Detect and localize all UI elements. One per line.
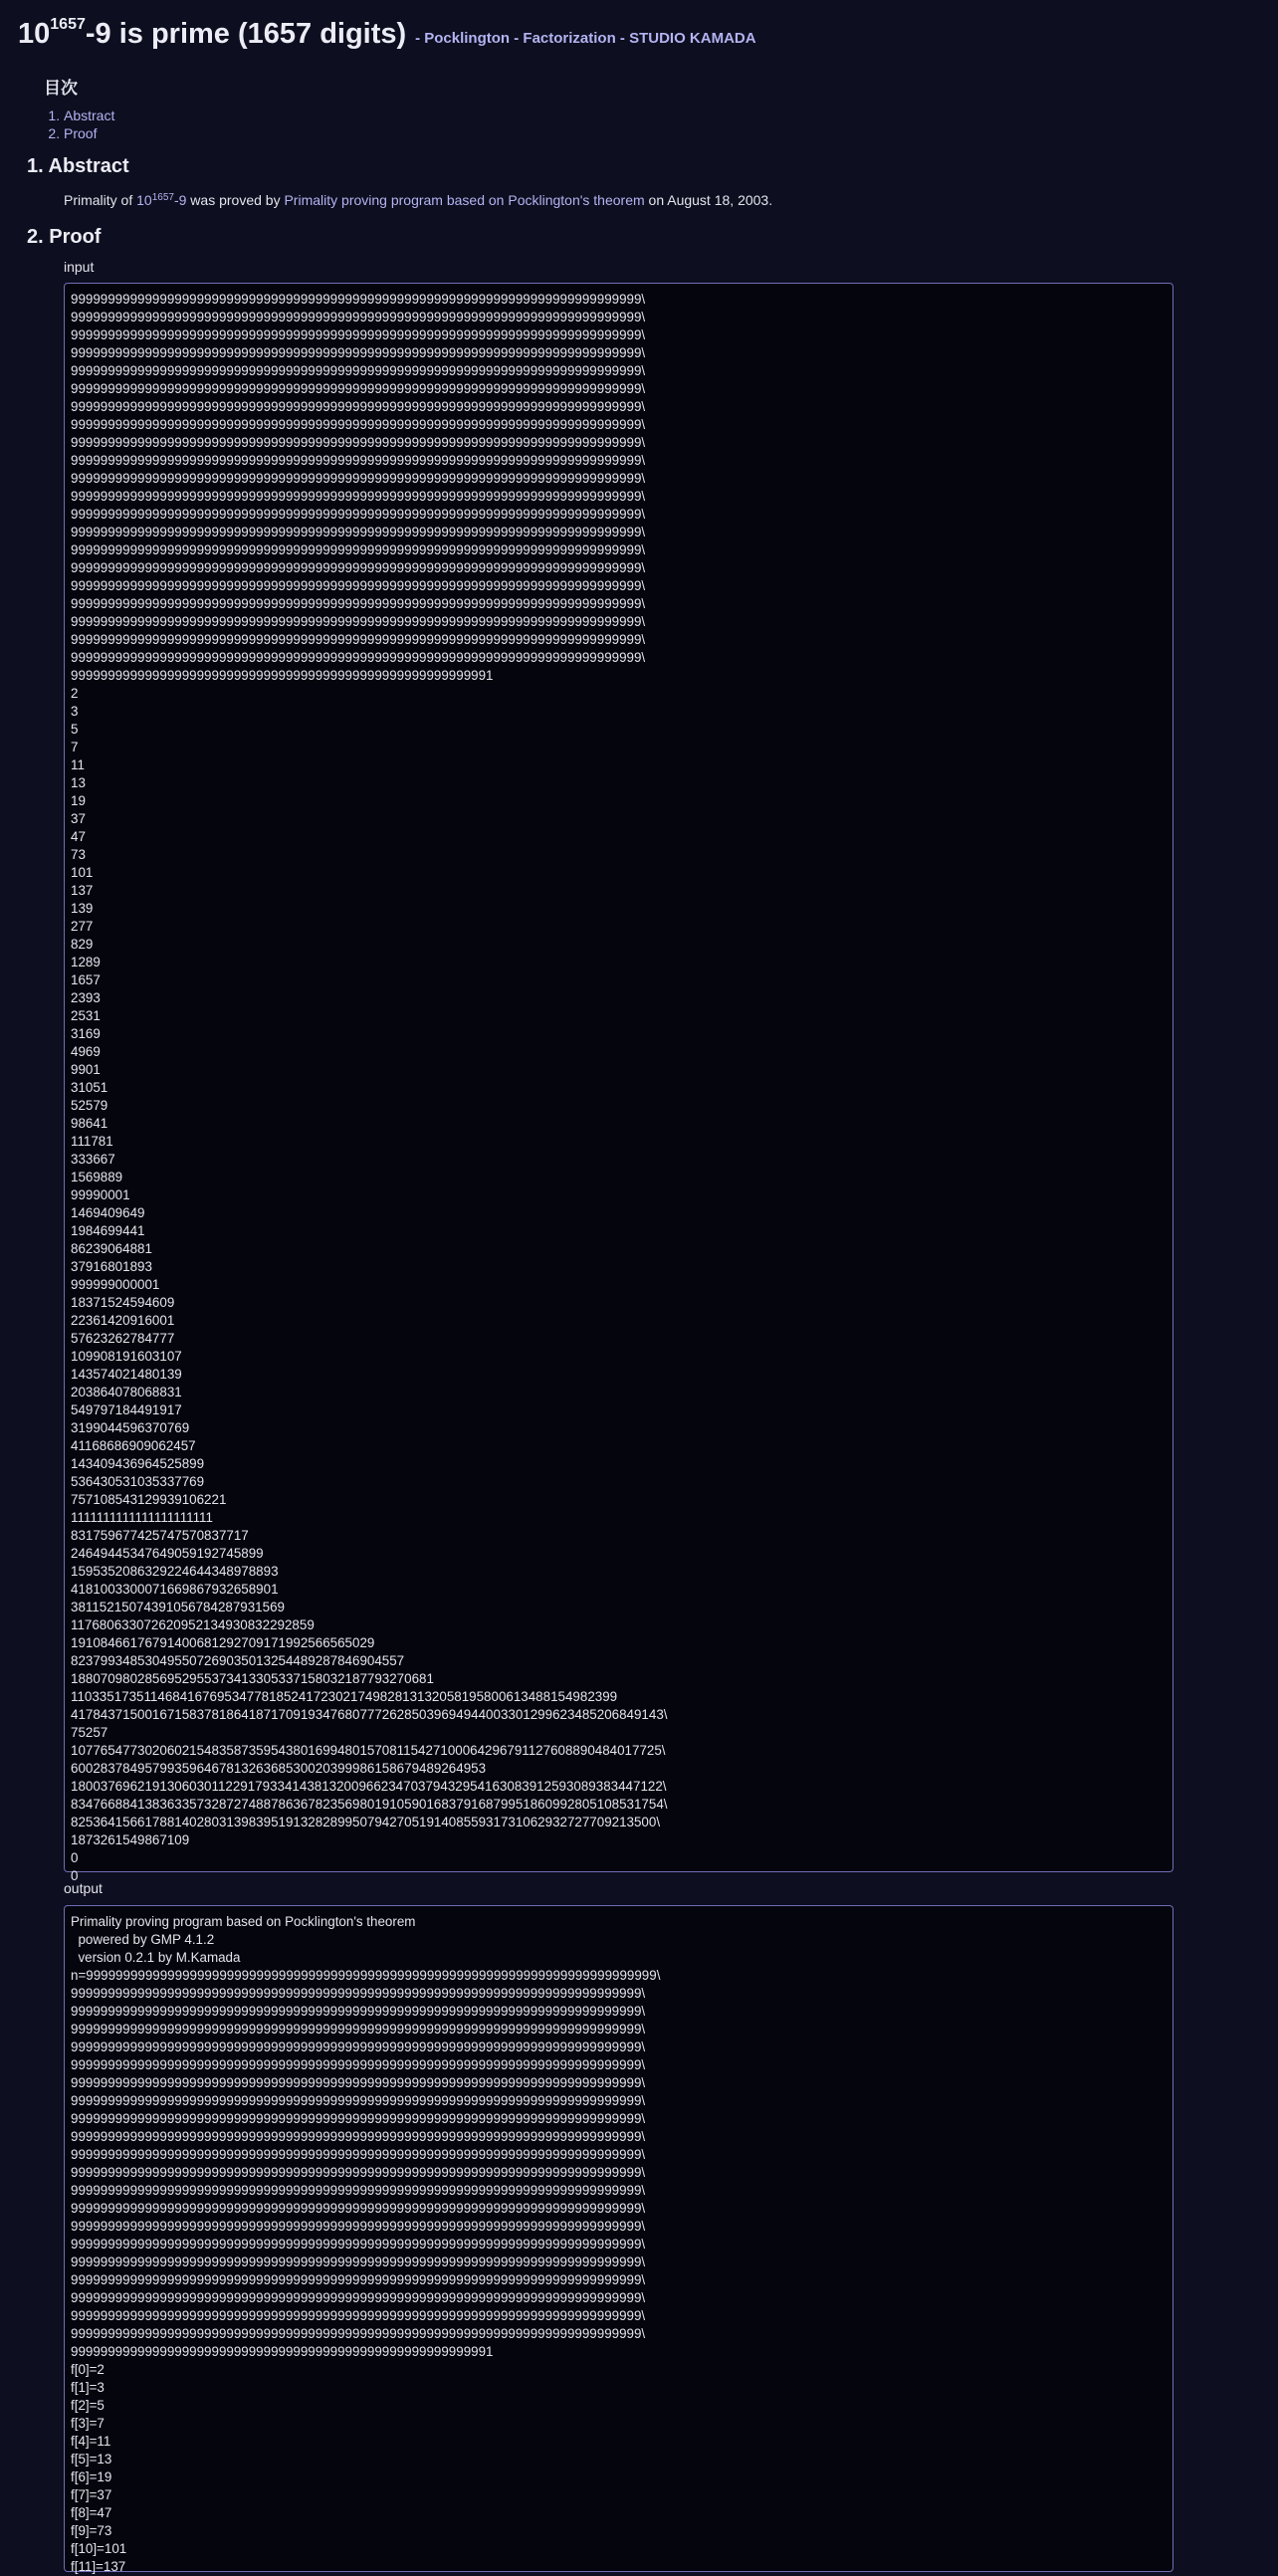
number-rest: -9 <box>173 192 187 208</box>
abstract-text-after: on August 18, 2003. <box>644 192 773 208</box>
toc-link-abstract[interactable]: Abstract <box>64 107 115 123</box>
output-label: output <box>64 1880 103 1896</box>
toc-item-proof <box>64 124 114 142</box>
program-link[interactable]: Primality proving program based on Pocklington's theorem <box>284 192 645 208</box>
output-box: Primality proving program based on Pocklington's theorem powered by GMP 4.1.2 version 0.2.1 by M.Kamada n=99999999999999999999999999999999999999999999999999999999999999999999999999999\ 99999999999999999999999999999999999999999999999999999999999999999999999999999\ 99999999999999999999999999999999999999999999999999999999999999999999999999999\ 99999999999999999999999999999999999999999999999999999999999999999999999999999\ 99999999999999999999999999999999999999999999999999999999999999999999999999999\ 99999999999999999999999999999999999999999999999999999999999999999999999999999\ 99999999999999999999999999999999999999999999999999999999999999999999999999999\ 99999999999999999999999999999999999999999999999999999999999999999999999999999\ 99999999999999999999999999999999999999999999999999999999999999999999999999999\ 99999999999999999999999999999999999999999999999999999999999999999999999999999\ 99999999999999999999999999999999999999999999999999999999999999999999999999999\ 99999999999999999999999999999999999999999999999999999999999999999999999999999\ 99999999999999999999999999999999999999999999999999999999999999999999999999999\ 99999999999999999999999999999999999999999999999999999999999999999999999999999\ 99999999999999999999999999999999999999999999999999999999999999999999999999999\ 99999999999999999999999999999999999999999999999999999999999999999999999999999\ 99999999999999999999999999999999999999999999999999999999999999999999999999999\ 99999999999999999999999999999999999999999999999999999999999999999999999999999\ 99999999999999999999999999999999999999999999999999999999999999999999999999999\ 99999999999999999999999999999999999999999999999999999999999999999999999999999\ 99999999999999999999999999999999999999999999999999999999999999999999999999999\ 999999999999999999999999999999999999999999999999999999991 f[0]=2 f[1]=3 f[2]=5 f[3]=7 f[4]=11 f[5]=13 f[6]=19 f[7]=37 f[8]=47 f[9]=73 f[10]=101 f[11]=137 <box>64 1905 1173 2572</box>
abstract-heading: 1. Abstract <box>27 155 129 177</box>
number-base: 10 <box>136 192 152 208</box>
number-exponent: 1657 <box>151 192 174 203</box>
toc-list <box>44 107 114 142</box>
proof-heading: 2. Proof <box>27 226 102 248</box>
table-of-contents <box>44 74 114 142</box>
page-title <box>18 14 756 51</box>
title-rest: -9 is prime (1657 digits) <box>85 18 407 50</box>
title-base: 10 <box>18 18 51 50</box>
input-box: 99999999999999999999999999999999999999999999999999999999999999999999999999999\ 99999999999999999999999999999999999999999999999999999999999999999999999999999\ 99999999999999999999999999999999999999999999999999999999999999999999999999999\ 99999999999999999999999999999999999999999999999999999999999999999999999999999\ 99999999999999999999999999999999999999999999999999999999999999999999999999999\ 99999999999999999999999999999999999999999999999999999999999999999999999999999\ 99999999999999999999999999999999999999999999999999999999999999999999999999999\ 99999999999999999999999999999999999999999999999999999999999999999999999999999\ 99999999999999999999999999999999999999999999999999999999999999999999999999999\ 99999999999999999999999999999999999999999999999999999999999999999999999999999\ 99999999999999999999999999999999999999999999999999999999999999999999999999999\ 99999999999999999999999999999999999999999999999999999999999999999999999999999\ 99999999999999999999999999999999999999999999999999999999999999999999999999999\ 99999999999999999999999999999999999999999999999999999999999999999999999999999\ 99999999999999999999999999999999999999999999999999999999999999999999999999999\ 99999999999999999999999999999999999999999999999999999999999999999999999999999\ 99999999999999999999999999999999999999999999999999999999999999999999999999999\ 99999999999999999999999999999999999999999999999999999999999999999999999999999\ 99999999999999999999999999999999999999999999999999999999999999999999999999999\ 99999999999999999999999999999999999999999999999999999999999999999999999999999\ 99999999999999999999999999999999999999999999999999999999999999999999999999999\ 999999999999999999999999999999999999999999999999999999991 2 3 5 7 11 13 19 37 47 73 101 137 139 277 829 1289 1657 2393 2531 3169 4969 9901 31051 52579 98641 111781 333667 1569889 99990001 1469409649 1984699441 86239064881 37916801893 999999000001 18371524594609 22361420916001 57623262784777 109908191603107 143574021480139 203864078068831 549797184491917 3199044596370769 41168686909062457 143409436964525899 536430531035337769 75710854312993910622​1 1111111111111111111111 8317596774257475708377​17 2464944534764905919274589​9 1595352086329224644348978893 4181003300071669867932658901 38115215074391056784287931569 117680633072620952134930832292859 1910846617679140068129270917199256656502​9 82379934853049550726903501325448928784690​4557 18807098028569529553734133053371580321877932706​81 110335173511468416769534778185241723021749828131320581958006134881549823​99 41784371500167158378186418717091934768077726285039694944003301299623485206849143\ 75257 10776547730206021548358735954380169948015708115427100064296791127608890484017725\ 600283784957993596467813263685300203999861586794892649​53 18003769621913060301122917933414381320096623470379432954163083912593089383447122\ 83476688413836335732872748878636782356980191059016837916879951860992805108531754\ 82536415661788140280313983951913282899507942705191408559317310629327277092135​00\ 1873261549867109 0 0 <box>64 283 1173 1872</box>
input-label: input <box>64 259 95 275</box>
abstract-text-mid: was proved by <box>186 192 285 208</box>
title-main <box>18 18 406 50</box>
toc-link-proof[interactable]: Proof <box>64 125 98 141</box>
toc-item-abstract <box>64 107 114 124</box>
number-link[interactable] <box>136 192 186 208</box>
breadcrumb-links[interactable]: - Pocklington - Factorization - STUDIO KAMADA <box>415 30 756 47</box>
toc-heading: 目次 <box>44 79 78 98</box>
abstract-text <box>64 192 772 208</box>
abstract-text-before: Primality of <box>64 192 137 208</box>
title-exponent: 1657 <box>50 16 86 33</box>
